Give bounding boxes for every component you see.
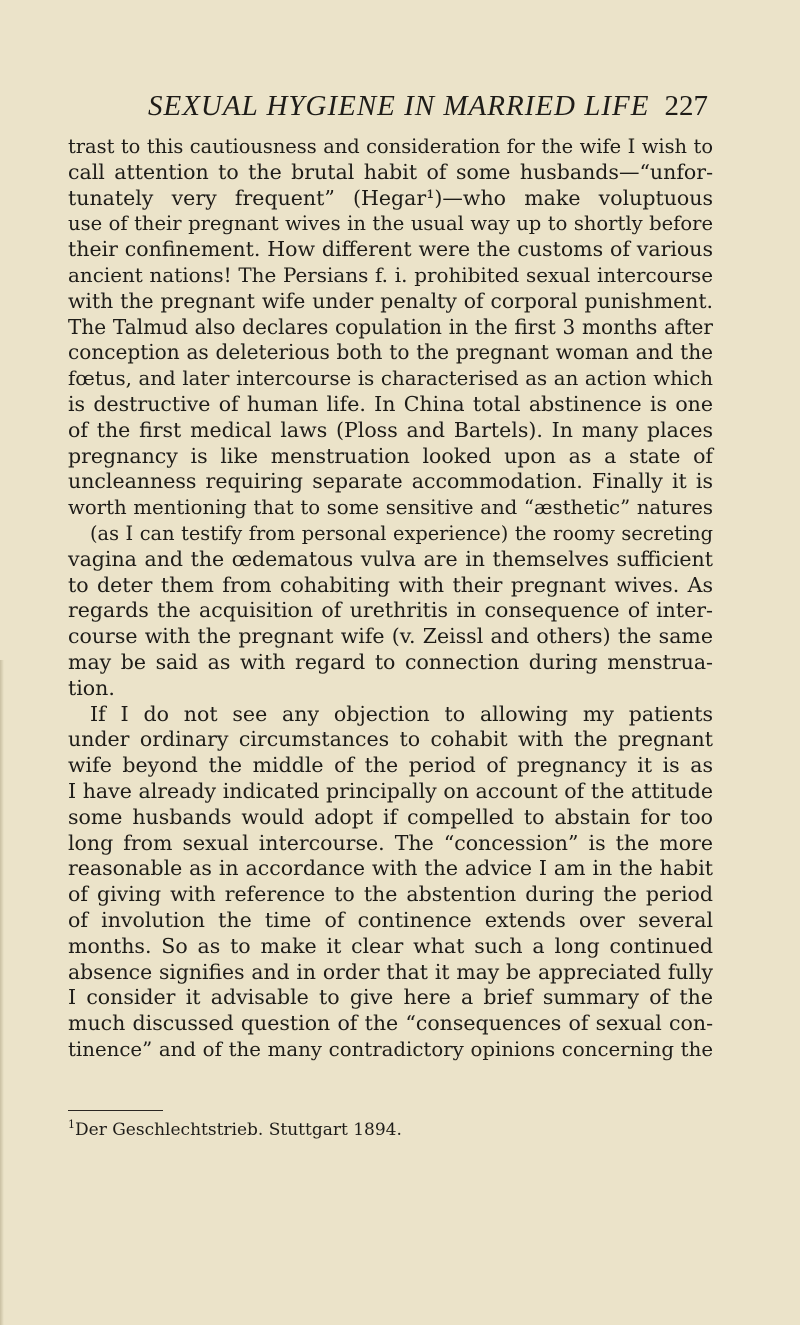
text-line: ancient nations! The Persians f. i. prohibited sexual intercourse <box>68 263 713 287</box>
text-line: conception as deleterious both to the pregnant woman and the <box>68 340 713 365</box>
text-line: pregnancy is like menstruation looked upon as a state of <box>68 443 713 468</box>
text-line: tinence” and of the many contradictory opinions concerning the <box>68 1037 713 1061</box>
text-line: call attention to the brutal habit of some husbands—“unfor- <box>68 159 713 184</box>
text-line: (as I can testify from personal experience) the roomy secreting <box>90 521 713 545</box>
text-line: tunately very frequent” (Hegar¹)—who make voluptuous <box>68 185 713 210</box>
text-line: months. So as to make it clear what such a long continued <box>68 933 713 958</box>
text-line: I have already indicated principally on account of the attitude <box>68 778 713 803</box>
footnote-divider <box>68 1110 163 1111</box>
text-line: course with the pregnant wife (v. Zeissl and others) the same <box>68 624 713 649</box>
footnote-marker: 1 <box>68 1118 75 1131</box>
text-line: The Talmud also declares copulation in the first 3 months after <box>68 314 713 339</box>
text-line: I consider it advisable to give here a brief summary of the <box>68 985 713 1010</box>
text-line: wife beyond the middle of the period of pregnancy it is as <box>68 753 713 778</box>
text-line: may be said as with regard to connection during menstrua- <box>68 649 713 674</box>
text-line: use of their pregnant wives in the usual way up to shortly before <box>68 212 713 236</box>
running-head: SEXUAL HYGIENE IN MARRIED LIFE <box>148 90 650 122</box>
body-text <box>68 134 713 1063</box>
text-line: of involution the time of continence extends over several <box>68 907 713 932</box>
text-line: trast to this cautiousness and consideration for the wife I wish to <box>68 135 713 158</box>
text-line: fœtus, and later intercourse is characterised as an action which <box>68 367 713 391</box>
page-number: 227 <box>664 90 708 122</box>
text-line: to deter them from cohabiting with their pregnant wives. As <box>68 572 713 597</box>
text-line: under ordinary circumstances to cohabit with the pregnant <box>68 727 713 752</box>
text-line: long from sexual intercourse. The “concession” is the more <box>68 830 713 855</box>
text-line: worth mentioning that to some sensitive and “æsthetic” natures <box>68 496 713 520</box>
text-line: uncleanness requiring separate accommodation. Finally it is <box>68 469 713 494</box>
text-line: with the pregnant wife under penalty of corporal punishment. <box>68 288 713 313</box>
text-line: regards the acquisition of urethritis in consequence of inter- <box>68 598 713 623</box>
text-line: If I do not see any objection to allowing my patients <box>90 701 713 726</box>
text-line: is destructive of human life. In China total abstinence is one <box>68 391 713 416</box>
text-line: reasonable as in accordance with the advice I am in the habit <box>68 856 713 881</box>
text-line: vagina and the œdematous vulva are in themselves sufficient <box>68 546 713 571</box>
text-line: absence signifies and in order that it may be appreciated fully <box>68 959 713 984</box>
text-line: of giving with reference to the abstention during the period <box>68 882 713 907</box>
page-edge-shadow <box>0 660 4 1325</box>
text-line: their confinement. How different were the customs of various <box>68 237 713 262</box>
page-header <box>148 90 708 130</box>
text-line: much discussed question of the “consequences of sexual con- <box>68 1011 713 1036</box>
footnote <box>68 1120 402 1140</box>
text-line: some husbands would adopt if compelled to abstain for too <box>68 804 713 829</box>
text-line: of the first medical laws (Ploss and Bartels). In many places <box>68 417 713 442</box>
text-line: tion. <box>68 675 115 700</box>
footnote-text: Der Geschlechtstrieb. Stuttgart 1894. <box>75 1120 402 1140</box>
